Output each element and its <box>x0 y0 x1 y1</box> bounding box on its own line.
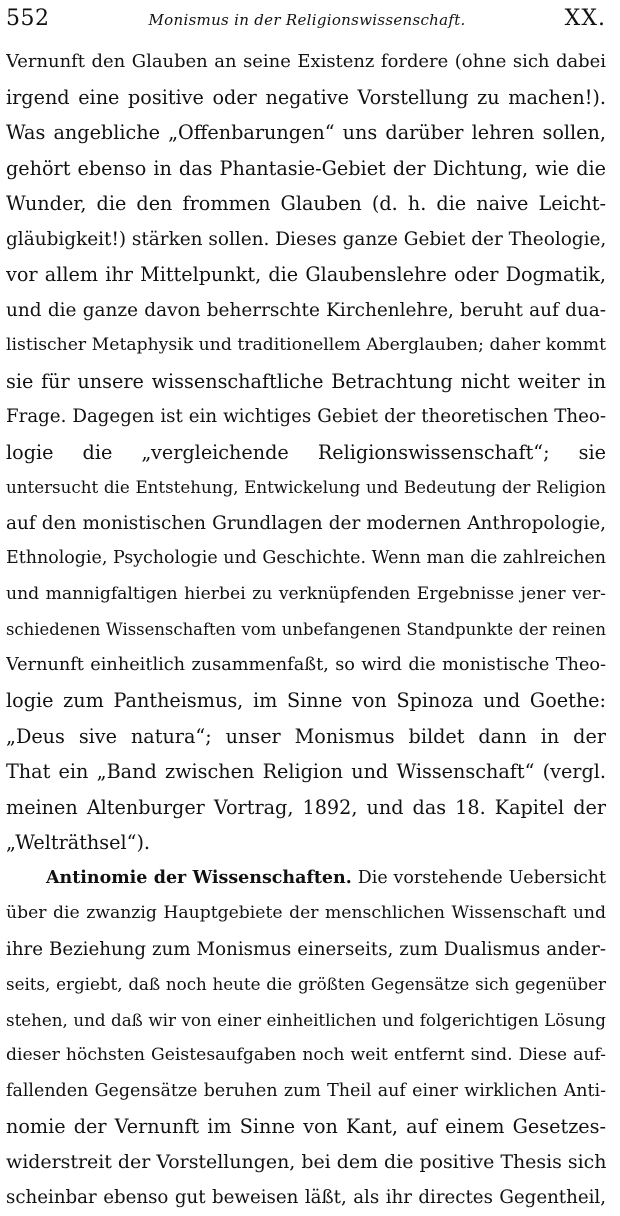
section-heading: Antinomie der Wissenschaften. <box>46 867 352 888</box>
text-line <box>6 861 606 897</box>
text-line: stehen, und daß wir von einer einheitlichen und folgerichtigen Lösung <box>6 1009 606 1030</box>
text-line: ihre Beziehung zum Monismus einerseits, zum Dualismus ander- <box>6 938 606 960</box>
text-line: nomie der Vernunft im Sinne von Kant, auf einem Gesetzes- <box>6 1115 606 1138</box>
text-line: schiedenen Wissenschaften vom unbefangenen Standpunkte der reinen <box>6 620 606 639</box>
text-line: vor allem ihr Mittelpunkt, die Glaubenslehre oder Dogmatik, <box>6 263 606 286</box>
text-line: und mannigfaltigen hierbei zu verknüpfenden Ergebnisse jener ver- <box>6 583 606 604</box>
text-line: untersucht die Entstehung, Entwickelung und Bedeutung der Religion <box>6 477 606 497</box>
text-line: sie für unsere wissenschaftliche Betrachtung nicht weiter in <box>6 369 606 393</box>
text-line: „Welträthsel“). <box>6 831 151 854</box>
text-line: fallenden Gegensätze beruhen zum Theil auf einer wirklichen Anti- <box>6 1080 606 1101</box>
page-number: 552 <box>6 6 50 31</box>
text-line: scheinbar ebenso gut beweisen läßt, als ihr directes Gegentheil, <box>6 1187 606 1208</box>
text-line: auf den monistischen Grundlagen der modernen Anthropologie, <box>6 512 606 534</box>
text-line: Vernunft den Glauben an seine Existenz fordere (ohne sich dabei <box>6 51 606 72</box>
text-line: listischer Metaphysik und traditionellem Aberglauben; daher kommt <box>6 335 606 355</box>
text-line: That ein „Band zwischen Religion und Wissenschaft“ (vergl. <box>6 760 606 783</box>
chapter-number: XX. <box>564 6 606 31</box>
running-title: Monismus in der Religionswissenschaft. <box>148 11 466 29</box>
text-line: Was angebliche „Offenbarungen“ uns darüber lehren sollen, <box>6 121 606 144</box>
text-run: Die vorstehende Uebersicht <box>357 867 606 888</box>
text-line: logie die „vergleichende Religionswissenschaft“; sie <box>6 440 606 464</box>
paragraph-antinomie <box>6 861 606 1216</box>
text-line: über die zwanzig Hauptgebiete der menschlichen Wissenschaft und <box>6 903 606 923</box>
text-line: widerstreit der Vorstellungen, bei dem die positive Thesis sich <box>6 1150 606 1173</box>
text-line: Ethnologie, Psychologie und Geschichte. Wenn man die zahlreichen <box>6 548 606 568</box>
text-line: und die ganze davon beherrschte Kirchenlehre, beruht auf dua- <box>6 299 606 321</box>
text-line: dieser höchsten Geistesaufgaben noch weit entfernt sind. Diese auf- <box>6 1045 606 1065</box>
paragraph-continued <box>6 44 606 861</box>
text-line: Vernunft einheitlich zusammenfaßt, so wird die monistische Theo- <box>6 654 606 675</box>
page-header <box>6 6 606 38</box>
text-line: irgend eine positive oder negative Vorstellung zu machen!). <box>6 85 606 109</box>
text-line: seits, ergiebt, daß noch heute die größten Gegensätze sich gegenüber <box>6 974 606 994</box>
text-line: Wunder, die den frommen Glauben (d. h. die naive Leicht- <box>6 192 606 215</box>
text-line: meinen Altenburger Vortrag, 1892, und das 18. Kapitel der <box>6 795 606 819</box>
text-line: Frage. Dagegen ist ein wichtiges Gebiet der theoretischen Theo- <box>6 406 606 427</box>
text-line: gehört ebenso in das Phantasie-Gebiet der Dichtung, wie die <box>6 156 606 180</box>
text-line: „Deus sive natura“; unser Monismus bildet dann in der <box>6 724 606 748</box>
page-body <box>6 44 606 1216</box>
text-line: logie zum Pantheismus, im Sinne von Spinoza und Goethe: <box>6 689 606 712</box>
text-line: gläubigkeit!) stärken sollen. Dieses ganze Gebiet der Theologie, <box>6 228 606 250</box>
